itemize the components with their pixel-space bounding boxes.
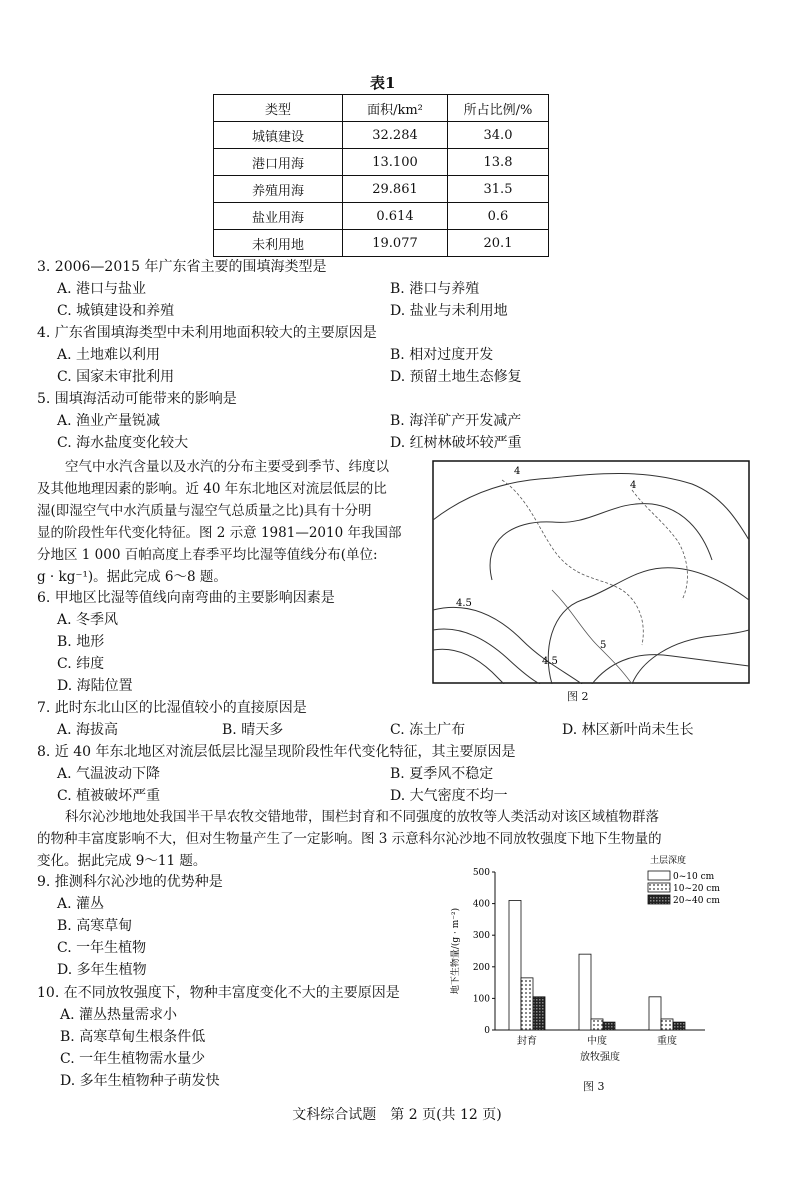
q6-option-d: D. 海陆位置 xyxy=(57,678,133,694)
legend-label: 0~10 cm xyxy=(673,872,715,882)
figure-3-chart xyxy=(440,855,740,1070)
q7-option-c: C. 冻土广布 xyxy=(390,722,466,738)
table-row xyxy=(214,203,549,230)
q3-option-a: A. 港口与盐业 xyxy=(57,281,147,297)
q10-option-d: D. 多年生植物种子萌发快 xyxy=(60,1073,220,1089)
question-8-stem: 8. 近 40 年东北地区对流层低层比湿呈现阶段性年代变化特征，其主要原因是 xyxy=(37,744,516,760)
map-frame xyxy=(433,461,749,683)
table-1 xyxy=(213,94,549,257)
figure-2-map xyxy=(432,460,750,684)
q4-option-b: B. 相对过度开发 xyxy=(390,347,494,363)
figure-2-caption: 图 2 xyxy=(567,690,589,703)
question-10-stem: 10. 在不同放牧强度下，物种丰富度变化不大的主要原因是 xyxy=(37,985,400,1001)
table-cell: 20.1 xyxy=(448,230,549,257)
passage-line: 及其他地理因素的影响。近 40 年东北地区对流层低层的比 xyxy=(37,481,387,497)
question-9-stem: 9. 推测科尔沁沙地的优势种是 xyxy=(37,874,223,890)
q5-option-a: A. 渔业产量锐减 xyxy=(57,413,161,429)
q4-option-d: D. 预留土地生态修复 xyxy=(390,369,522,385)
q7-option-b: B. 晴天多 xyxy=(222,722,284,738)
contour-label: 4 xyxy=(630,480,637,491)
q3-option-c: C. 城镇建设和养殖 xyxy=(57,303,175,319)
bar xyxy=(673,1022,685,1030)
q7-option-a: A. 海拔高 xyxy=(57,722,119,738)
passage-line: 湿(即湿空气中水汽质量与湿空气总质量之比)具有十分明 xyxy=(37,503,372,519)
q10-option-b: B. 高寒草甸生根条件低 xyxy=(60,1029,206,1045)
q6-option-b: B. 地形 xyxy=(57,634,105,650)
bar xyxy=(591,1019,603,1030)
question-6-stem: 6. 甲地区比湿等值线向南弯曲的主要影响因素是 xyxy=(37,590,335,606)
passage-line: 科尔沁沙地地处我国半干旱农牧交错地带，围栏封育和不同强度的放牧等人类活动对该区域植物群落 xyxy=(65,809,659,825)
q8-option-d: D. 大气密度不均一 xyxy=(390,788,508,804)
table-cell: 0.614 xyxy=(343,203,448,230)
page-footer: 文科综合试题 第 2 页(共 12 页) xyxy=(292,1107,502,1123)
q9-option-c: C. 一年生植物 xyxy=(57,940,147,956)
legend-swatch xyxy=(648,883,670,892)
q8-option-b: B. 夏季风不稳定 xyxy=(390,766,494,782)
question-7-stem: 7. 此时东北山区的比湿值较小的直接原因是 xyxy=(37,700,307,716)
contour-label: 4.5 xyxy=(542,656,558,667)
x-axis-label: 放牧强度 xyxy=(580,1052,620,1063)
bar xyxy=(579,954,591,1030)
passage-humidity xyxy=(37,456,429,588)
q4-option-c: C. 国家未审批利用 xyxy=(57,369,175,385)
q4-option-a: A. 土地难以利用 xyxy=(57,347,161,363)
table-row xyxy=(214,122,549,149)
q3-option-d: D. 盐业与未利用地 xyxy=(390,303,508,319)
table-cell: 港口用海 xyxy=(214,149,343,176)
table-cell: 31.5 xyxy=(448,176,549,203)
table-header-row xyxy=(214,95,549,122)
table-cell: 32.284 xyxy=(343,122,448,149)
table-cell: 未利用地 xyxy=(214,230,343,257)
q9-option-b: B. 高寒草甸 xyxy=(57,918,133,934)
table-cell: 29.861 xyxy=(343,176,448,203)
table-cell: 养殖用海 xyxy=(214,176,343,203)
bar xyxy=(521,978,533,1030)
legend-swatch xyxy=(648,895,670,904)
y-tick-label: 0 xyxy=(484,1026,490,1036)
contour-label: 5 xyxy=(600,640,607,651)
q6-option-c: C. 纬度 xyxy=(57,656,105,672)
bar xyxy=(509,900,521,1030)
q5-option-d: D. 红树林破坏较严重 xyxy=(390,435,522,451)
passage-line: 的物种丰富度影响不大，但对生物量产生了一定影响。图 3 示意科尔沁沙地不同放牧强度下地下生物量的 xyxy=(37,831,662,847)
y-tick-label: 500 xyxy=(472,868,490,878)
q10-option-c: C. 一年生植物需水量少 xyxy=(60,1051,206,1067)
bar xyxy=(661,1019,673,1030)
q8-option-c: C. 植被破坏严重 xyxy=(57,788,161,804)
contour-label: 4 xyxy=(514,466,521,477)
q9-option-a: A. 灌丛 xyxy=(57,896,105,912)
table-row xyxy=(214,149,549,176)
passage-line: 分地区 1 000 百帕高度上春季平均比湿等值线分布(单位: xyxy=(37,547,378,563)
q9-option-d: D. 多年生植物 xyxy=(57,962,147,978)
bar xyxy=(603,1022,615,1030)
question-3-stem: 3. 2006—2015 年广东省主要的围填海类型是 xyxy=(37,259,327,275)
figure-3-caption: 图 3 xyxy=(583,1080,605,1093)
y-tick-label: 200 xyxy=(472,962,490,973)
bar xyxy=(533,997,545,1030)
legend-label: 20~40 cm xyxy=(673,896,720,906)
y-tick-label: 400 xyxy=(472,899,490,910)
table-cell: 13.8 xyxy=(448,149,549,176)
x-tick-label: 封育 xyxy=(517,1036,537,1047)
legend-swatch xyxy=(648,871,670,880)
table-title: 表1 xyxy=(370,74,396,92)
table-cell: 34.0 xyxy=(448,122,549,149)
table-cell: 城镇建设 xyxy=(214,122,343,149)
table-header-cell: 面积/km² xyxy=(343,95,448,122)
bar xyxy=(649,997,661,1030)
x-tick-label: 中度 xyxy=(587,1036,607,1047)
table-row xyxy=(214,230,549,257)
q7-option-d: D. 林区新叶尚未生长 xyxy=(562,722,694,738)
y-tick-label: 100 xyxy=(472,994,490,1005)
q6-option-a: A. 冬季风 xyxy=(57,612,119,628)
question-4-stem: 4. 广东省围填海类型中未利用地面积较大的主要原因是 xyxy=(37,325,377,341)
y-axis-label: 地下生物量/(g · m⁻²) xyxy=(451,907,461,995)
q5-option-c: C. 海水盐度变化较大 xyxy=(57,435,189,451)
question-5-stem: 5. 围填海活动可能带来的影响是 xyxy=(37,391,237,407)
table-cell: 盐业用海 xyxy=(214,203,343,230)
passage-line: g · kg⁻¹)。据此完成 6～8 题。 xyxy=(37,569,227,585)
y-tick-label: 300 xyxy=(472,931,490,942)
q10-option-a: A. 灌丛热量需求小 xyxy=(60,1007,178,1023)
table-header-cell: 类型 xyxy=(214,95,343,122)
q8-option-a: A. 气温波动下降 xyxy=(57,766,161,782)
legend-label: 10~20 cm xyxy=(673,884,720,894)
x-tick-label: 重度 xyxy=(657,1036,677,1047)
table-header-cell: 所占比例/% xyxy=(448,95,549,122)
legend-title: 土层深度 xyxy=(650,856,687,866)
table-cell: 19.077 xyxy=(343,230,448,257)
table-cell: 13.100 xyxy=(343,149,448,176)
contour-label: 4.5 xyxy=(456,598,472,609)
q5-option-b: B. 海洋矿产开发减产 xyxy=(390,413,522,429)
passage-line: 显的阶段性年代变化特征。图 2 示意 1981—2010 年我国部 xyxy=(37,525,402,541)
passage-line: 变化。据此完成 9～11 题。 xyxy=(37,853,207,869)
passage-line: 空气中水汽含量以及水汽的分布主要受到季节、纬度以 xyxy=(65,459,389,475)
q3-option-b: B. 港口与养殖 xyxy=(390,281,480,297)
table-row xyxy=(214,176,549,203)
table-cell: 0.6 xyxy=(448,203,549,230)
